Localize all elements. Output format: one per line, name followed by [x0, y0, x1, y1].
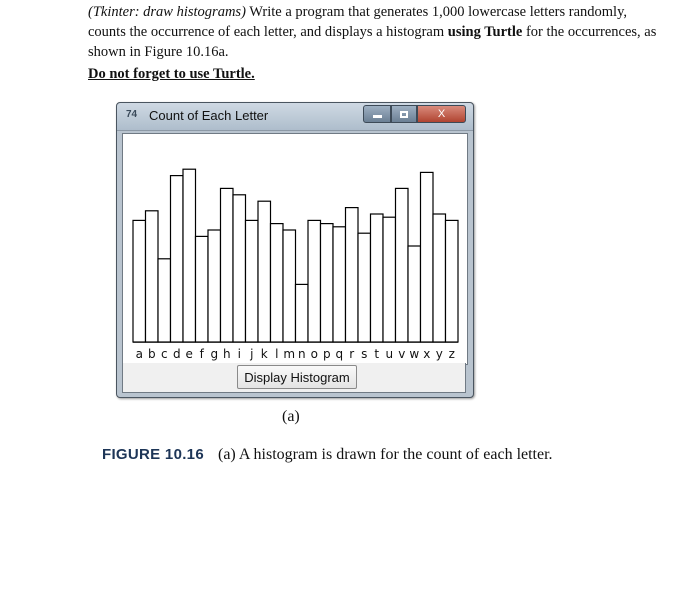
tick-label-r: r: [349, 347, 355, 361]
problem-emphasis: using Turtle: [447, 24, 523, 40]
tick-label-u: u: [385, 347, 394, 361]
tick-label-b: b: [147, 347, 156, 361]
window-titlebar[interactable]: [117, 103, 473, 131]
bar-i: [233, 195, 246, 342]
bar-a: [133, 220, 146, 342]
figure-caption-text: (a) A histogram is drawn for the count of each letter.: [217, 446, 553, 463]
tick-label-t: t: [374, 347, 380, 361]
bar-e: [183, 169, 196, 342]
bar-c: [158, 259, 171, 342]
bar-k: [258, 201, 271, 342]
bar-q: [333, 227, 346, 342]
bar-n: [296, 284, 309, 342]
problem-text-2: for the occurrences, as shown in Figure 10.16a.: [88, 24, 657, 60]
window-title: Count of Each Letter: [149, 108, 269, 123]
tick-label-g: g: [210, 347, 219, 361]
problem-text-1: Write a program that generates 1,000 lowercase letters randomly, counts the occurrence of each letter, and displays a histogram: [88, 4, 628, 40]
bar-h: [221, 188, 234, 342]
bar-o: [308, 220, 321, 342]
problem-statement: [88, 2, 668, 62]
tick-label-k: k: [260, 347, 268, 361]
bar-d: [171, 176, 184, 342]
window-controls: [363, 105, 466, 123]
figure-caption: [102, 446, 553, 464]
histogram-chart: [123, 134, 467, 364]
bar-w: [408, 246, 421, 342]
bar-b: [146, 211, 159, 342]
tick-label-e: e: [185, 347, 193, 361]
bar-f: [196, 236, 209, 342]
bar-v: [396, 188, 409, 342]
button-bar: [122, 363, 466, 393]
bar-x: [421, 172, 434, 342]
tick-label-w: w: [409, 347, 420, 361]
close-icon: X: [437, 108, 446, 120]
tick-label-m: m: [283, 347, 296, 361]
figure-label: FIGURE 10.16: [102, 446, 204, 463]
tick-label-l: l: [275, 347, 279, 361]
bar-y: [433, 214, 446, 342]
tick-label-p: p: [322, 347, 331, 361]
tick-label-f: f: [199, 347, 204, 361]
maximize-button[interactable]: [391, 105, 417, 123]
tick-label-q: q: [335, 347, 344, 361]
histogram-canvas: [122, 133, 468, 365]
tick-label-y: y: [435, 347, 443, 361]
bar-z: [446, 220, 459, 342]
bar-j: [246, 220, 259, 342]
bar-u: [383, 217, 396, 342]
bar-t: [371, 214, 384, 342]
tick-label-v: v: [398, 347, 406, 361]
minimize-button[interactable]: [363, 105, 391, 123]
warning-note: Do not forget to use Turtle.: [88, 66, 255, 82]
bar-s: [358, 233, 371, 342]
tick-label-x: x: [423, 347, 431, 361]
tick-label-j: j: [250, 347, 254, 361]
minimize-icon: [373, 115, 382, 118]
feather-icon: 74: [126, 109, 138, 120]
close-button[interactable]: [417, 105, 466, 123]
tick-label-s: s: [361, 347, 368, 361]
tick-label-d: d: [172, 347, 181, 361]
tick-label-z: z: [448, 347, 455, 361]
histogram-window: [116, 102, 474, 398]
bar-g: [208, 230, 221, 342]
tick-label-h: h: [222, 347, 231, 361]
bar-p: [321, 224, 334, 342]
tick-label-c: c: [160, 347, 168, 361]
tick-label-a: a: [135, 347, 143, 361]
problem-label: (Tkinter: draw histograms): [88, 4, 246, 20]
tick-label-o: o: [310, 347, 318, 361]
display-histogram-button[interactable]: Display Histogram: [237, 365, 357, 389]
maximize-icon: [400, 111, 408, 118]
bar-m: [283, 230, 296, 342]
tick-label-n: n: [297, 347, 306, 361]
tick-label-i: i: [237, 347, 241, 361]
bar-r: [346, 208, 359, 342]
bar-l: [271, 224, 284, 342]
sub-caption: (a): [282, 408, 300, 425]
